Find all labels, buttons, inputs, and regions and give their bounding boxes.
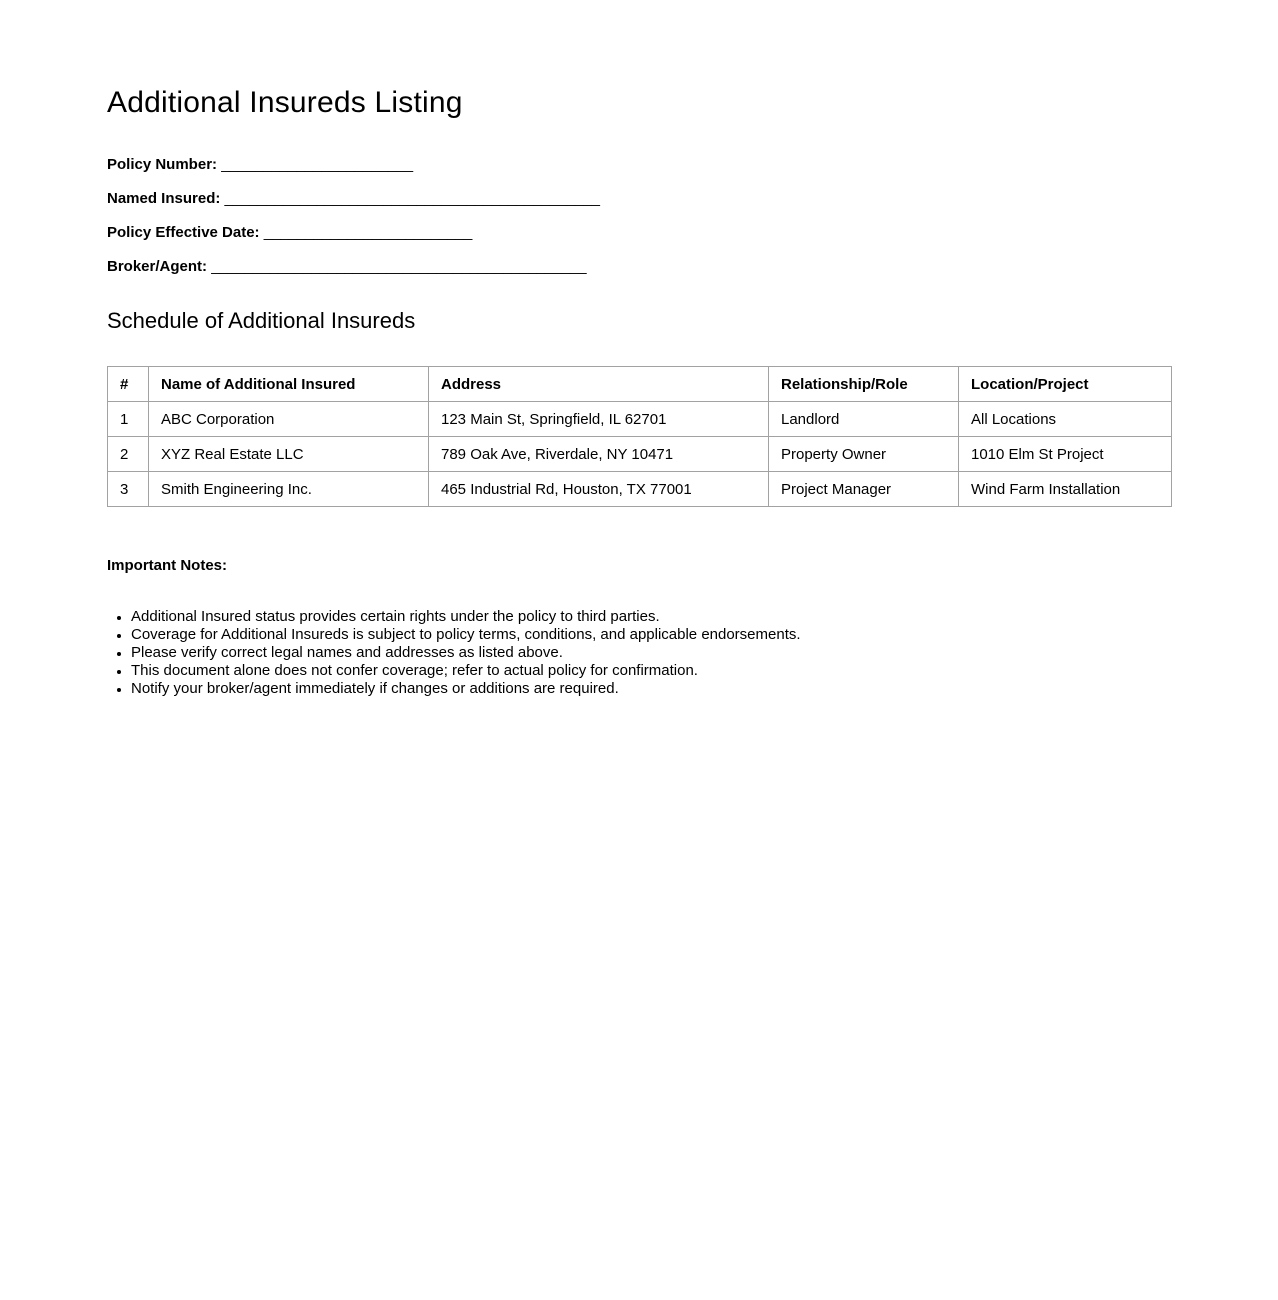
policy-number-field — [107, 148, 1171, 182]
named-insured-blank-line: _____________________________________________ — [224, 190, 600, 207]
named-insured-label: Named Insured: — [107, 190, 221, 207]
insured-name-cell: XYZ Real Estate LLC — [149, 437, 429, 472]
address-cell: 789 Oak Ave, Riverdale, NY 10471 — [429, 437, 769, 472]
page-title: Additional Insureds Listing — [107, 86, 463, 119]
relationship-cell: Landlord — [769, 402, 959, 437]
note-item: • Additional Insured status provides certain rights under the policy to third parties. — [131, 608, 1171, 626]
location-cell: Wind Farm Installation — [959, 472, 1172, 507]
note-item: • Please verify correct legal names and addresses as listed above. — [131, 644, 1171, 662]
table-header-row — [108, 367, 1172, 402]
location-cell: 1010 Elm St Project — [959, 437, 1172, 472]
insured-name-cell: ABC Corporation — [149, 402, 429, 437]
column-header-name: Name of Additional Insured — [149, 367, 429, 402]
relationship-cell: Property Owner — [769, 437, 959, 472]
broker-agent-blank-line: _____________________________________________ — [211, 258, 587, 275]
named-insured-field — [107, 182, 1171, 216]
document-content — [107, 0, 1171, 698]
policy-number-label: Policy Number: — [107, 156, 218, 173]
table-row — [108, 437, 1172, 472]
row-number-cell: 2 — [108, 437, 149, 472]
column-header-relationship: Relationship/Role — [769, 367, 959, 402]
policy-effective-date-label: Policy Effective Date: — [107, 224, 260, 241]
insured-name-cell: Smith Engineering Inc. — [149, 472, 429, 507]
important-notes-list — [107, 608, 1171, 698]
address-cell: 123 Main St, Springfield, IL 62701 — [429, 402, 769, 437]
row-number-cell: 1 — [108, 402, 149, 437]
schedule-section-title: Schedule of Additional Insureds — [107, 308, 416, 333]
policy-effective-date-blank-line: _________________________ — [263, 224, 473, 241]
location-cell: All Locations — [959, 402, 1172, 437]
policy-number-blank-line: _______________________ — [221, 156, 414, 173]
column-header-number: # — [108, 367, 149, 402]
broker-agent-field — [107, 250, 1171, 284]
policy-info-fields — [107, 148, 1171, 284]
relationship-cell: Project Manager — [769, 472, 959, 507]
note-item: • Coverage for Additional Insureds is subject to policy terms, conditions, and applicable endorsements. — [131, 626, 1171, 644]
column-header-location: Location/Project — [959, 367, 1172, 402]
note-item: • This document alone does not confer coverage; refer to actual policy for confirmation. — [131, 662, 1171, 680]
broker-agent-label: Broker/Agent: — [107, 258, 208, 275]
table-row — [108, 472, 1172, 507]
important-notes-heading: Important Notes: — [107, 557, 227, 574]
column-header-address: Address — [429, 367, 769, 402]
policy-effective-date-field — [107, 216, 1171, 250]
row-number-cell: 3 — [108, 472, 149, 507]
note-item: • Notify your broker/agent immediately if changes or additions are required. — [131, 680, 1171, 698]
table-row — [108, 402, 1172, 437]
additional-insureds-table — [107, 366, 1172, 507]
address-cell: 465 Industrial Rd, Houston, TX 77001 — [429, 472, 769, 507]
